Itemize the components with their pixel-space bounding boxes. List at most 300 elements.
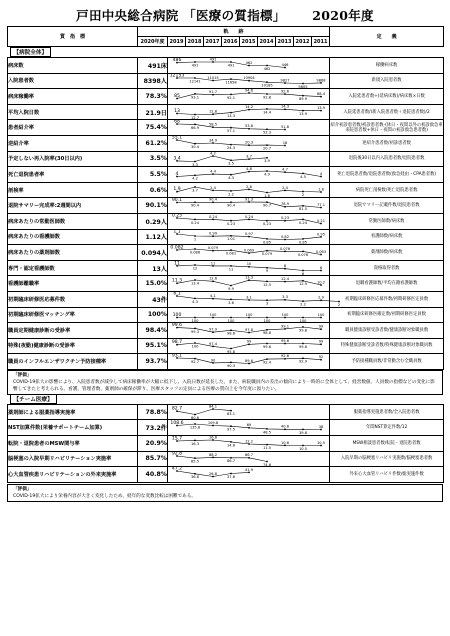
trend-value-label: 0.85 bbox=[262, 239, 272, 244]
indicator-name: 看護師離職率 bbox=[8, 276, 138, 292]
trend-value-label: 99.8 bbox=[298, 328, 308, 333]
year-header: 2013 bbox=[276, 37, 294, 47]
trend-value-label: 82.7 bbox=[171, 406, 183, 412]
trend-chart bbox=[168, 135, 330, 151]
year-header: 2015 bbox=[240, 37, 258, 47]
trend-value-label: 100 bbox=[263, 318, 271, 323]
trend-value-label: 108.6 bbox=[170, 421, 184, 427]
trend-value-label: 3.4 bbox=[173, 155, 181, 161]
trend-value-label: 92.6 bbox=[280, 354, 290, 359]
trend-value-label: 99.6 bbox=[262, 344, 272, 349]
current-value: 40.8% bbox=[138, 467, 168, 483]
current-value: 0.6% bbox=[138, 182, 168, 198]
trend-value-label: 13.4 bbox=[190, 281, 200, 286]
trend-value-label: 11658 bbox=[225, 80, 237, 85]
current-value: 85.7% bbox=[138, 451, 168, 467]
trend-value-label: 89.9 bbox=[298, 97, 308, 102]
indicator-definition: 稼働病床数 bbox=[330, 58, 444, 74]
indicator-definition: 病院死亡剖検数/死亡退院患者数 bbox=[330, 182, 444, 198]
current-value: 13人 bbox=[138, 260, 168, 276]
trend-value-label: 37.8 bbox=[226, 475, 236, 480]
trend-value-label: 0.21 bbox=[316, 218, 326, 223]
trend-value-label: 100 bbox=[191, 318, 199, 323]
trend-value-label: 94.6 bbox=[244, 88, 254, 93]
trend-value-label: 9605 bbox=[298, 84, 308, 89]
trend-value-label: 91.3 bbox=[244, 197, 254, 202]
trend-value-label: 90.3 bbox=[226, 364, 236, 369]
trend-value-label: 66.9 bbox=[190, 126, 200, 131]
trend-value-label: 2.4 bbox=[210, 185, 216, 190]
note-heading: 「評価」 bbox=[13, 373, 32, 378]
trend-value-label: 0.086 bbox=[189, 250, 201, 255]
section-row bbox=[8, 47, 444, 58]
indicator-definition: 資格取得者数 bbox=[330, 260, 444, 276]
trend-value-label: 97.8 bbox=[244, 327, 254, 332]
trend-value-label: 10.5 bbox=[316, 440, 326, 445]
indicator-definition: 常勤医師数/病床数 bbox=[330, 213, 444, 229]
current-value: 0.094人 bbox=[138, 245, 168, 261]
indicator-definition: 入院延患者数/(新入院患者数＋退院患者数)/2 bbox=[330, 104, 444, 120]
indicator-row bbox=[8, 182, 444, 198]
trend-value-label: 2.2 bbox=[300, 302, 306, 307]
trend-value-label: 98.8 bbox=[262, 331, 272, 336]
trend-chart bbox=[168, 404, 330, 420]
trend-value-label: 16.8 bbox=[208, 435, 218, 440]
indicator-row bbox=[8, 120, 444, 136]
trend-value-label: 12 bbox=[192, 266, 198, 271]
trend-value-label: 92.8 bbox=[171, 451, 183, 457]
trend-value-label: 88.4 bbox=[316, 92, 326, 97]
current-value: 73.2件 bbox=[138, 420, 168, 436]
trend-value-label: 100 bbox=[245, 312, 253, 317]
trend-value-label: 12.2 bbox=[244, 439, 254, 444]
trend-chart bbox=[168, 58, 330, 74]
indicator-definition: 予防接種職員数/非常勤含む全職員数 bbox=[330, 354, 444, 370]
trend-value-label: 4.8 bbox=[246, 167, 252, 172]
trend-value-label: 12.8 bbox=[208, 109, 218, 114]
trend-value-label: 13.3 bbox=[226, 113, 236, 118]
trend-value-label: 10.6 bbox=[280, 440, 290, 445]
trend-value-label: 462 bbox=[245, 60, 253, 65]
trend-value-label: 11.3 bbox=[171, 279, 183, 285]
document-title: 「医療の質指標」 bbox=[183, 8, 286, 23]
indicator-definition: 退職看護師数/平均在籍看護師数 bbox=[330, 276, 444, 292]
current-value: 3.5% bbox=[138, 151, 168, 167]
trend-value-label: 4.1 bbox=[210, 294, 216, 299]
indicator-row bbox=[8, 354, 444, 370]
trend-line-chart bbox=[168, 105, 330, 120]
trend-value-label: 53.8 bbox=[244, 124, 254, 129]
trend-value-label: 100 bbox=[281, 312, 289, 317]
indicator-row bbox=[8, 58, 444, 74]
trend-chart bbox=[168, 104, 330, 120]
trend-value-label: 11 bbox=[228, 267, 234, 272]
trend-value-label: 12.9 bbox=[298, 282, 308, 287]
trend-value-label: 4 bbox=[319, 172, 323, 177]
trend-value-label: 6 bbox=[319, 265, 323, 270]
trend-chart bbox=[168, 338, 330, 354]
trend-value-label: 90.4 bbox=[226, 204, 236, 209]
trend-value-label: 97.4 bbox=[208, 341, 218, 346]
trend-value-label: 14.4 bbox=[262, 110, 272, 115]
trend-value-label: 12141 bbox=[189, 78, 201, 83]
indicator-definition: 初期臨床研修医応募件数/初期研修医定員数 bbox=[330, 291, 444, 307]
trend-value-label: 11 bbox=[210, 261, 216, 266]
indicator-name: 病床あたりの看護師数 bbox=[8, 229, 138, 245]
current-value: 1.12人 bbox=[138, 229, 168, 245]
trend-value-label: 18 bbox=[282, 140, 288, 145]
trend-line-chart bbox=[168, 152, 330, 167]
indicator-name: 脳梗塞の入院早期リハビリテーション実施率 bbox=[8, 451, 138, 467]
indicator-row bbox=[8, 338, 444, 354]
trend-value-label: 2.9 bbox=[318, 295, 324, 300]
trend-value-label: 3.7 bbox=[246, 154, 252, 159]
indicator-name: 心大血管疾患リハビリテーションの外来実施率 bbox=[8, 467, 138, 483]
trend-line-chart bbox=[168, 339, 330, 354]
trend-value-label: 97.5 bbox=[226, 428, 236, 433]
trend-value-label: 34.9 bbox=[208, 138, 218, 143]
trend-line-chart bbox=[168, 467, 330, 482]
indicator-name: 転院・退院患者のMSW関与率 bbox=[8, 436, 138, 452]
trend-value-label: 13 bbox=[174, 108, 180, 114]
indicator-definition: 死亡退院患者数/退院患者数(救急経由・CPA患者数) bbox=[330, 167, 444, 183]
trend-value-label: 39.8 bbox=[298, 431, 308, 436]
indicator-row bbox=[8, 229, 444, 245]
indicator-definition: 外来心大血管リハビリ件数/総実施件数 bbox=[330, 467, 444, 483]
trend-value-label: 92.6 bbox=[280, 89, 290, 94]
indicator-row bbox=[8, 323, 444, 339]
trend-value-label: 2.2 bbox=[228, 192, 234, 197]
trend-value-label: 14.6 bbox=[226, 443, 236, 448]
trend-value-label: 90.4 bbox=[190, 204, 200, 209]
trend-value-label: 36.8 bbox=[190, 475, 200, 480]
indicator-definition: 服薬指導実施患者数/全入院患者数 bbox=[330, 404, 444, 420]
trend-line bbox=[177, 409, 231, 415]
trend-chart bbox=[168, 451, 330, 467]
trend-value-label: 1 bbox=[193, 236, 197, 241]
trend-value-label: 0.24 bbox=[298, 220, 308, 225]
trend-value-label: 0.97 bbox=[244, 231, 254, 236]
trend-value-label: 0.85 bbox=[298, 239, 308, 244]
current-value: 0.29人 bbox=[138, 213, 168, 229]
indicator-definition: 新規入院患者数 bbox=[330, 73, 444, 89]
trend-value-label: 51.8 bbox=[280, 125, 290, 130]
trend-value-label: 3.6 bbox=[228, 300, 234, 305]
trend-value-label: 4.7 bbox=[282, 167, 288, 172]
current-value: 95.1% bbox=[138, 338, 168, 354]
indicator-name: 死亡退院患者率 bbox=[8, 167, 138, 183]
trend-value-label: 4.3 bbox=[228, 176, 234, 181]
evaluation-note-overall bbox=[7, 370, 443, 395]
trend-value-label: 74.6 bbox=[262, 462, 272, 467]
trend-value-label: 100 bbox=[299, 318, 307, 323]
trend-value-label: 77.1 bbox=[316, 203, 326, 208]
trend-value-label: 95.8 bbox=[226, 349, 236, 354]
trend-value-label: 9 bbox=[265, 268, 269, 273]
trend-value-label: 20.7 bbox=[262, 146, 272, 151]
trend-value-label: 99.1 bbox=[280, 324, 290, 329]
trend-value-label: 57.1 bbox=[226, 129, 236, 134]
trend-chart bbox=[168, 213, 330, 229]
current-value: 90.1% bbox=[138, 198, 168, 214]
trend-value-label: 3.7 bbox=[192, 188, 198, 193]
trend-value-label: 0.069 bbox=[243, 248, 255, 253]
trend-value-label: 9827 bbox=[280, 77, 290, 82]
trend-value-label: 92 bbox=[318, 355, 324, 360]
trend-value-label: 100 bbox=[227, 318, 235, 323]
indicator-row bbox=[8, 73, 444, 89]
year-header: 2014 bbox=[258, 37, 276, 47]
trend-line-chart bbox=[168, 308, 330, 323]
trend-value-label: 2 bbox=[337, 302, 341, 307]
trend-chart bbox=[168, 245, 330, 261]
trend-value-label: 100 bbox=[191, 344, 199, 349]
indicator-row bbox=[8, 260, 444, 276]
trend-value-label: 3.1 bbox=[246, 295, 252, 300]
trend-value-label: 85.5 bbox=[190, 459, 200, 464]
trend-value-label: 100 bbox=[317, 312, 325, 317]
trend-chart bbox=[168, 276, 330, 292]
current-value: 93.7% bbox=[138, 354, 168, 370]
year-header: 2019 bbox=[168, 37, 186, 47]
trend-line-chart bbox=[168, 354, 330, 369]
trend-value-label: 78.9 bbox=[280, 202, 290, 207]
indicator-row bbox=[8, 135, 444, 151]
hospital-name: 戸田中央総合病院 bbox=[76, 8, 179, 23]
trend-value-label: 99.6 bbox=[280, 338, 290, 343]
trend-header: 軌 跡 bbox=[138, 27, 330, 37]
trend-value-label: 12.7 bbox=[190, 115, 200, 120]
current-value: 100% bbox=[138, 307, 168, 323]
trend-value-label: 0.82 bbox=[280, 234, 290, 239]
trend-value-label: 47.2 bbox=[171, 466, 183, 472]
trend-chart bbox=[168, 73, 330, 89]
trend-value-label: 68 bbox=[174, 119, 180, 125]
trend-value-label: 135.8 bbox=[189, 425, 201, 430]
trend-value-label: 4.2 bbox=[210, 150, 216, 155]
trend-value-label: 1.1 bbox=[173, 228, 181, 234]
year-header: 2016 bbox=[222, 37, 240, 47]
trend-value-label: 10 bbox=[246, 261, 252, 266]
trend-value-label: 58.5 bbox=[208, 122, 218, 127]
indicator-row bbox=[8, 276, 444, 292]
fiscal-year: 2020年度 bbox=[312, 8, 374, 23]
trend-value-label: 0.95 bbox=[316, 231, 326, 236]
trend-chart bbox=[168, 354, 330, 370]
trend-line-chart bbox=[168, 245, 330, 260]
trend-value-label: 14.3 bbox=[280, 104, 290, 109]
trend-value-label: 462 bbox=[263, 66, 271, 71]
trend-value-label: 3 bbox=[265, 301, 269, 306]
indicator-row bbox=[8, 420, 444, 436]
section-label: 【チーム医療】 bbox=[10, 394, 57, 404]
trend-chart bbox=[168, 467, 330, 483]
trend-value-label: 90 bbox=[210, 358, 216, 363]
trend-value-label: 446 bbox=[281, 62, 289, 67]
trend-line-chart bbox=[168, 405, 330, 420]
current-value: 5.5% bbox=[138, 167, 168, 183]
trend-value-label: 13.9 bbox=[316, 105, 326, 110]
indicator-definition: 逆紹介患者数/初診患者数 bbox=[330, 135, 444, 151]
trend-chart bbox=[168, 260, 330, 276]
indicator-row bbox=[8, 198, 444, 214]
indicator-name: 病床あたりの薬剤師数 bbox=[8, 245, 138, 261]
indicator-name: 職員のインフルエンザワクチン予防接種率 bbox=[8, 354, 138, 370]
trend-value-label: 30.4 bbox=[190, 145, 200, 150]
note-heading: 「評価」 bbox=[13, 487, 32, 492]
trend-line-chart bbox=[168, 452, 330, 467]
trend-value-label: 109.8 bbox=[207, 421, 219, 426]
trend-value-label: 3.3 bbox=[192, 162, 198, 167]
trend-line-chart bbox=[168, 276, 330, 291]
trend-value-label: 2.8 bbox=[246, 184, 252, 189]
current-year-header: 2020年度 bbox=[138, 37, 168, 47]
current-value: 491床 bbox=[138, 58, 168, 74]
trend-value-label: 86.7 bbox=[244, 452, 254, 457]
trend-value-label: 9.9 bbox=[228, 287, 234, 292]
current-value: 15.0% bbox=[138, 276, 168, 292]
trend-value-label: 3.5 bbox=[228, 161, 234, 166]
indicator-name: 退院サマリー完成率:2週間以内 bbox=[8, 198, 138, 214]
trend-chart bbox=[168, 420, 330, 436]
indicator-definition: 年間NST算定件数/12 bbox=[330, 420, 444, 436]
indicator-definition: 初期臨床研修医確定数/初期研修医定員数 bbox=[330, 307, 444, 323]
trend-value-label: 6 bbox=[301, 271, 305, 276]
trend-value-label: 99 bbox=[318, 324, 324, 329]
trend-value-label: 4.3 bbox=[192, 299, 198, 304]
trend-line-chart bbox=[168, 136, 330, 151]
trend-value-label: 1.8 bbox=[318, 187, 324, 192]
trend-chart bbox=[168, 198, 330, 214]
trend-value-label: 40.8 bbox=[280, 425, 290, 430]
indicator-definition: 特殊健康診断受診者数/特殊健康診断対象職員数 bbox=[330, 338, 444, 354]
trend-value-label: 88.2 bbox=[208, 452, 218, 457]
indicator-row bbox=[8, 436, 444, 452]
trend-line-chart bbox=[168, 214, 330, 229]
trend-value-label: 0.079 bbox=[207, 246, 219, 251]
trend-value-label: 11 bbox=[174, 261, 180, 267]
trend-value-label: 92.8 bbox=[262, 95, 272, 100]
trend-value-label: 11015 bbox=[207, 75, 219, 80]
trend-line-chart bbox=[168, 436, 330, 451]
definition-header: 定 義 bbox=[330, 27, 444, 47]
trend-value-label: 99.6 bbox=[298, 344, 308, 349]
trend-value-label: 10.2 bbox=[316, 280, 326, 285]
current-value: 78.3% bbox=[138, 89, 168, 105]
note-text: COVID-19拡大により栄養内容が大きく変化したため、経年的な変数比較は困難である。 bbox=[13, 494, 196, 499]
trend-value-label: 98.6 bbox=[226, 331, 236, 336]
trend-value-label: 92.1 bbox=[226, 95, 236, 100]
indicator-name: 初期臨床研修医応募件数 bbox=[8, 291, 138, 307]
indicator-name: 特殊(夜勤)健康診断の受診率 bbox=[8, 338, 138, 354]
trend-line-chart bbox=[168, 198, 330, 213]
trend-value-label: 20.3 bbox=[244, 140, 254, 145]
page-title bbox=[0, 6, 450, 24]
trend-value-label: 93.1 bbox=[190, 95, 200, 100]
trend-value-label: 24.3 bbox=[226, 145, 236, 150]
trend-value-label: 99 bbox=[318, 339, 324, 344]
trend-value-label: 90.4 bbox=[208, 198, 218, 203]
indicator-row bbox=[8, 89, 444, 105]
trend-value-label: 13.3 bbox=[244, 275, 254, 280]
trend-value-label: 99 bbox=[246, 339, 252, 344]
trend-value-label: 12.4 bbox=[280, 277, 290, 282]
trend-value-label: 55.1 bbox=[171, 135, 183, 141]
trend-value-label: 0.23 bbox=[280, 216, 290, 221]
trend-value-label: 4.2 bbox=[192, 176, 198, 181]
trend-value-label: 0.99 bbox=[208, 231, 218, 236]
trend-value-label: 16.3 bbox=[190, 441, 200, 446]
trend-value-label: 99.6 bbox=[171, 323, 183, 329]
trend-value-label: 9868 bbox=[316, 77, 326, 82]
trend-value-label: 10.5 bbox=[298, 446, 308, 451]
trend-value-label: 93.1 bbox=[171, 353, 183, 359]
trend-value-label: 100 bbox=[172, 312, 182, 318]
indicator-name: 初期臨床研修医マッチング率 bbox=[8, 307, 138, 323]
trend-value-label: 4.9 bbox=[264, 172, 270, 177]
current-value: 78.8% bbox=[138, 404, 168, 420]
year-header: 2018 bbox=[186, 37, 204, 47]
indicator-name: 薬剤師による服薬指導実施率 bbox=[8, 404, 138, 420]
trend-line bbox=[177, 156, 267, 162]
trend-line-chart bbox=[168, 323, 330, 338]
trend-value-label: 38 bbox=[318, 425, 324, 430]
trend-value-label: 0.24 bbox=[208, 214, 218, 219]
trend-value-label: 10185 bbox=[261, 83, 273, 88]
trend-value-label: 80.6 bbox=[190, 415, 200, 420]
trend-value-label: 4 bbox=[175, 172, 179, 178]
year-header: 2011 bbox=[312, 37, 330, 47]
current-value: 61.2% bbox=[138, 135, 168, 151]
trend-value-label: 84.1 bbox=[208, 404, 218, 409]
trend-value-label: 12153 bbox=[169, 72, 185, 78]
trend-line-chart bbox=[168, 120, 330, 135]
trend-value-label: 3.9 bbox=[264, 158, 270, 163]
trend-value-label: 0.23 bbox=[262, 222, 272, 227]
year-header: 2017 bbox=[204, 37, 222, 47]
trend-value-label: 0.23 bbox=[226, 222, 236, 227]
trend-value-label: 26.8 bbox=[208, 472, 218, 477]
trend-value-label: 0.082 bbox=[170, 245, 184, 251]
indicator-definition: 入院早期の脳梗塞リハビリ実施数/脳梗塞患者数 bbox=[330, 451, 444, 467]
trend-value-label: 0.076 bbox=[279, 246, 291, 251]
trend-chart bbox=[168, 436, 330, 452]
indicator-row bbox=[8, 167, 444, 183]
current-value: 20.9% bbox=[138, 436, 168, 452]
trend-value-label: 90.7 bbox=[262, 203, 272, 208]
trend-chart bbox=[168, 120, 330, 136]
indicator-definition: 看護師数/病床数 bbox=[330, 229, 444, 245]
indicator-definition: 職員健康診断受診者数/健康診断対象職員数 bbox=[330, 323, 444, 339]
indicator-definition: 入院延患者数÷(延病床数)/病床数×日数 bbox=[330, 89, 444, 105]
trend-chart bbox=[168, 167, 330, 183]
trend-value-label: 15.7 bbox=[171, 436, 183, 442]
trend-line-chart bbox=[168, 183, 330, 198]
trend-value-label: 92.4 bbox=[262, 360, 272, 365]
trend-value-label: 4.4 bbox=[210, 169, 216, 174]
trend-value-label: 8 bbox=[283, 263, 287, 268]
indicator-row bbox=[8, 104, 444, 120]
trend-value-label: 91.7 bbox=[208, 90, 218, 95]
indicator-name: 病床あたりの常勤医師数 bbox=[8, 213, 138, 229]
indicator-definition: 退院サマリー記載件数/退院患者数 bbox=[330, 198, 444, 214]
trend-chart bbox=[168, 229, 330, 245]
trend-line-chart bbox=[168, 420, 330, 435]
trend-line-chart bbox=[168, 89, 330, 104]
quality-indicator-table bbox=[7, 26, 444, 483]
indicator-name: 病床稼働率 bbox=[8, 89, 138, 105]
trend-value-label: 86.7 bbox=[226, 458, 236, 463]
